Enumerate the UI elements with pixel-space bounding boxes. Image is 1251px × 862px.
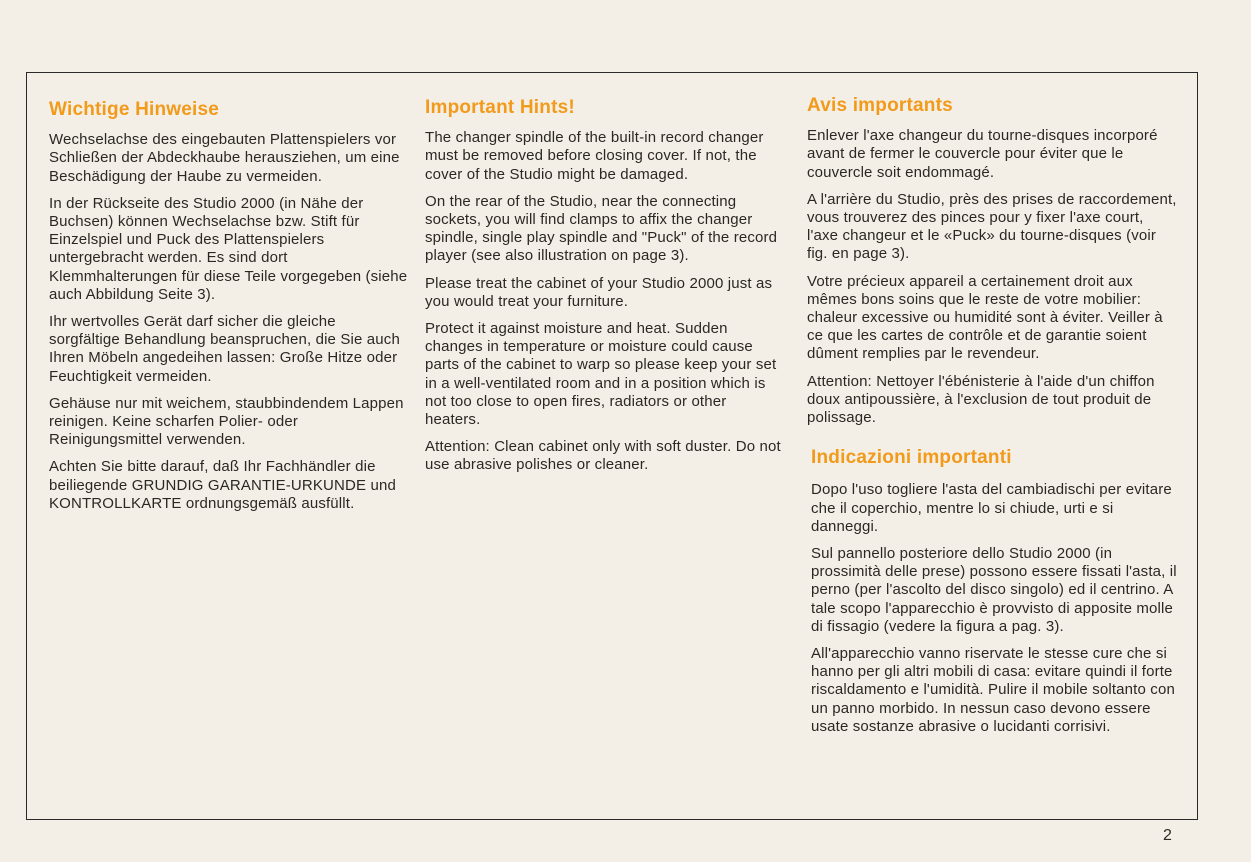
french-paragraph: Votre précieux appareil a certainement droit aux mêmes bons soins que le reste de votre mobilier: chaleur excessive ou humidité sont à éviter. Veiller à ce que les cartes de contrôle et de garantie soient dûment remplies par le revendeur. bbox=[807, 272, 1163, 363]
italian-heading: Indicazioni importanti bbox=[811, 447, 1012, 469]
english-paragraph: Please treat the cabinet of your Studio 2000 just as you would treat your furniture. bbox=[425, 274, 773, 310]
german-paragraph: Achten Sie bitte darauf, daß Ihr Fachhändler die beiliegende GRUNDIG GARANTIE-URKUNDE und KONTROLLKARTE ordnungsgemäß ausfüllt. bbox=[49, 458, 396, 512]
english-column bbox=[425, 99, 785, 484]
content-frame bbox=[26, 72, 1198, 820]
italian-section bbox=[807, 449, 1177, 736]
french-italian-column bbox=[807, 97, 1177, 745]
english-paragraph: On the rear of the Studio, near the connecting sockets, you will find clamps to affix the changer spindle, single play spindle and "Puck" of the record player (see also illustration on page 3). bbox=[425, 192, 778, 265]
english-paragraph: Protect it against moisture and heat. Sudden changes in temperature or moisture could cause parts of the cabinet to warp so please keep your set in a well-ventilated room and in a position which is not too close to open fires, radiators or other heaters. bbox=[425, 320, 777, 429]
english-paragraph: Attention: Clean cabinet only with soft duster. Do not use abrasive polishes or cleaner. bbox=[425, 438, 781, 474]
italian-paragraph: All'apparecchio vanno riservate le stesse cure che si hanno per gli altri mobili di casa: evitare quindi il forte riscaldamento e l'umidità. Pulire il mobile soltanto con un panno morbido. In nessun caso devono essere usate sostanze abrasive o lucidanti corrisivi. bbox=[811, 645, 1175, 735]
german-paragraph: Ihr wertvolles Gerät darf sicher die gleiche sorgfältige Behandlung beanspruchen, die Sie auch Ihren Möbeln angedeihen lassen: Große Hitze oder Feuchtigkeit vermeiden. bbox=[49, 313, 400, 385]
german-paragraph: In der Rückseite des Studio 2000 (in Nähe der Buchsen) können Wechselachse bzw. Stift für Einzelspiel und Puck des Plattenspielers untergebracht werden. Es sind dort Klemmhalterungen für diese Teile vorgegeben (siehe auch Abbildung Seite 3). bbox=[49, 194, 408, 303]
french-paragraph: Attention: Nettoyer l'ébénisterie à l'aide d'un chiffon doux antipoussière, à l'exclusion de tout produit de polissage. bbox=[807, 372, 1155, 427]
french-heading: Avis importants bbox=[807, 95, 953, 116]
italian-paragraph: Sul pannello posteriore dello Studio 2000 (in prossimità delle prese) possono essere fissati l'asta, il perno (per l'ascolto del disco singolo) ed il centrino. A tale scopo l'apparecchio è provvisto di apposite molle di fissagio (vedere la figura a pag. 3). bbox=[811, 545, 1177, 635]
german-paragraph: Gehäuse nur mit weichem, staubbindendem Lappen reinigen. Keine scharfen Polier- oder Reinigungsmittel verwenden. bbox=[49, 394, 404, 449]
german-column bbox=[49, 101, 409, 522]
italian-paragraph: Dopo l'uso togliere l'asta del cambiadischi per evitare che il coperchio, mentre lo si chiude, urti e si danneggi. bbox=[811, 481, 1172, 535]
french-paragraph: A l'arrière du Studio, près des prises de raccordement, vous trouverez des pinces pour y fixer l'axe court, l'axe changeur et le «Puck» du tourne-disques (voir fig. en page 3). bbox=[807, 190, 1177, 263]
page-number: 2 bbox=[1163, 827, 1172, 844]
english-paragraph: The changer spindle of the built-in record changer must be removed before closing cover. If not, the cover of the Studio might be damaged. bbox=[425, 129, 764, 183]
english-heading: Important Hints! bbox=[425, 97, 575, 118]
german-heading: Wichtige Hinweise bbox=[49, 99, 220, 120]
german-paragraph: Wechselachse des eingebauten Plattenspielers vor Schließen der Abdeckhaube herausziehen, um eine Beschädigung der Haube zu vermeiden. bbox=[49, 131, 400, 185]
french-paragraph: Enlever l'axe changeur du tourne-disques incorporé avant de fermer le couvercle pour éviter que le couvercle soit endommagé. bbox=[807, 127, 1158, 181]
